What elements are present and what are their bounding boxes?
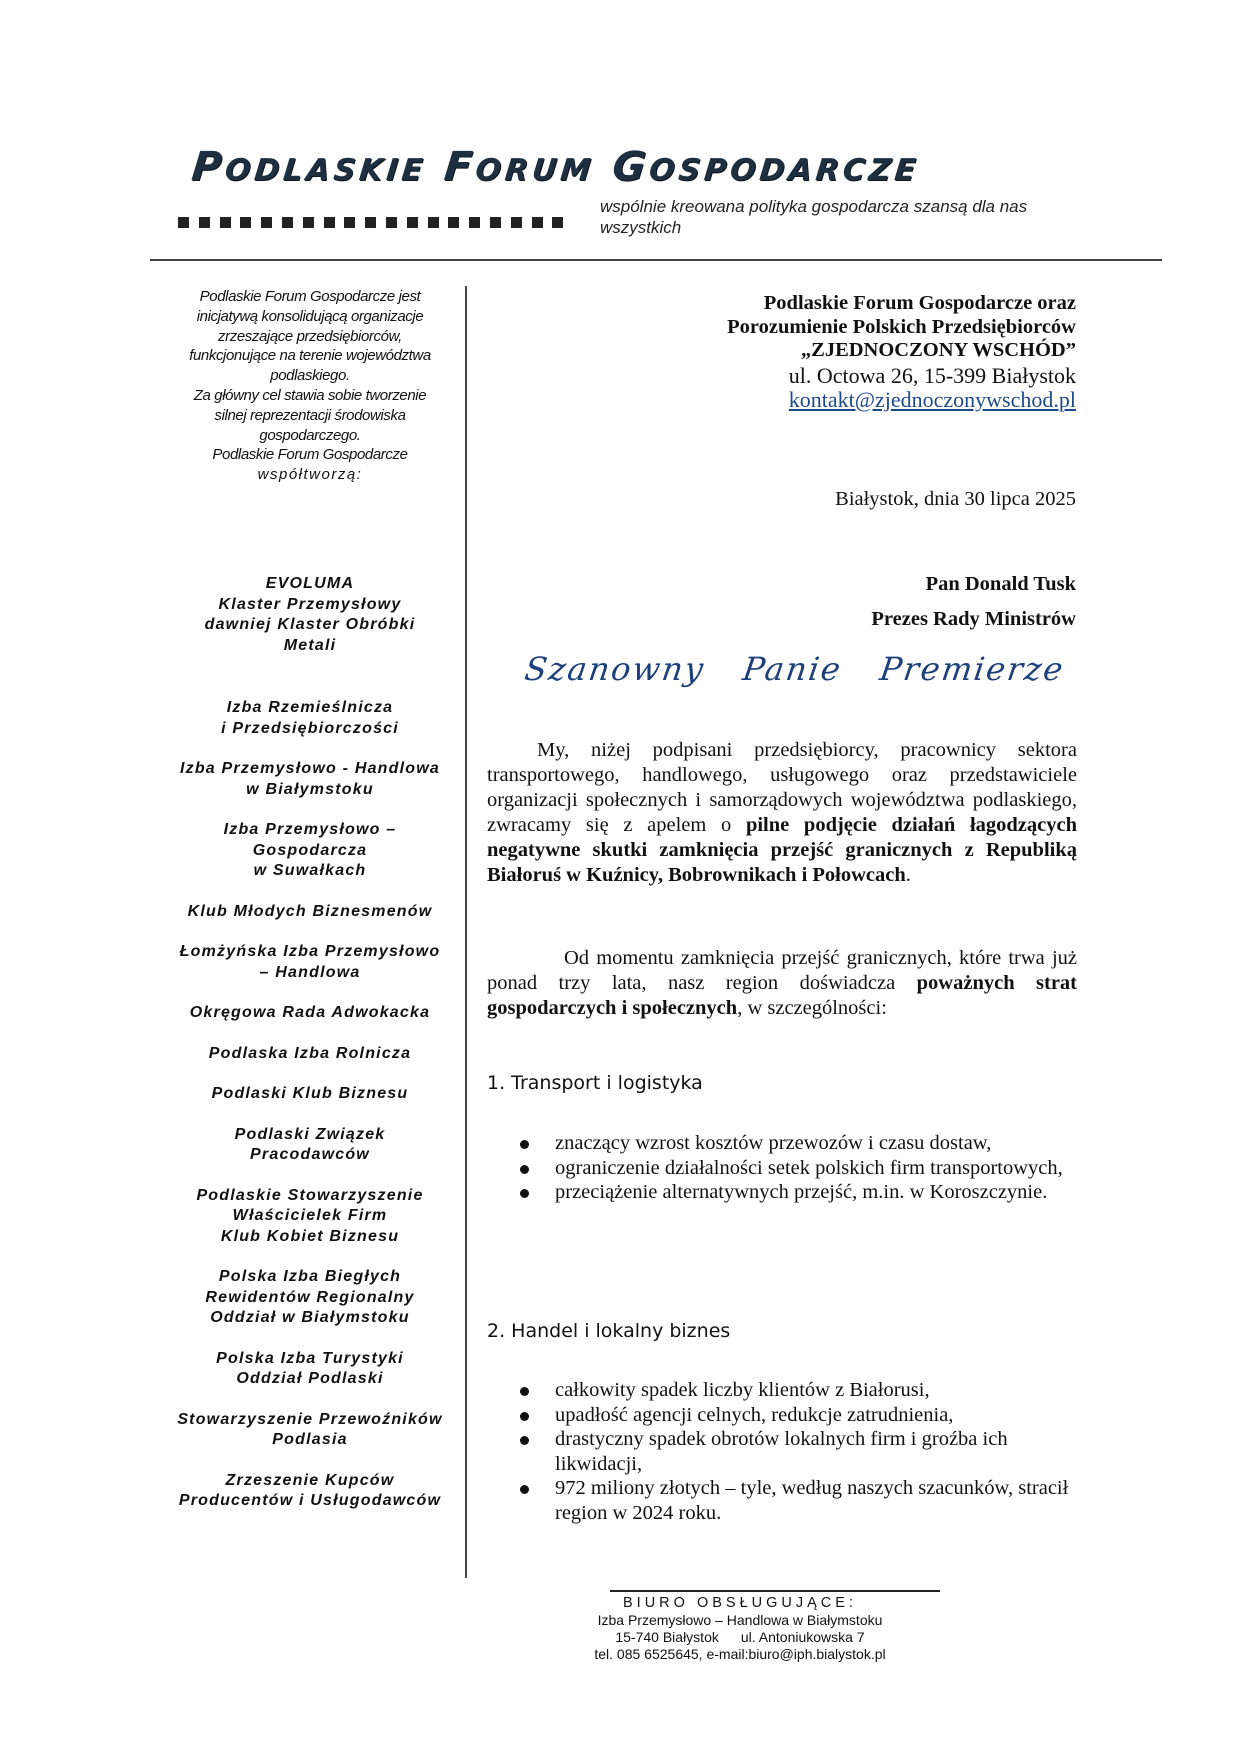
bullet-icon (520, 1189, 529, 1198)
sender-line: Podlaskie Forum Gospodarcze oraz (763, 292, 1076, 314)
member-organization-line: Podlaska Izba Rolnicza (208, 1044, 412, 1062)
title-word: GOSPODARCZE (610, 144, 922, 190)
list-item: 972 miliony złotych – tyle, według naszych szacunków, stracił region w 2024 roku. (520, 1476, 1080, 1525)
member-organization-line: w Białymstoku (246, 780, 374, 798)
member-organization-line: Okręgowa Rada Adwokacka (189, 1004, 431, 1021)
member-organization-line: Oddział Podlaski (236, 1370, 384, 1387)
footer-office-info (520, 1595, 960, 1663)
decorative-square-icon (511, 217, 522, 228)
decorative-square-icon (303, 217, 314, 228)
decorative-square-icon (386, 217, 397, 228)
decorative-square-icon (490, 217, 501, 228)
member-organization (155, 759, 465, 800)
intro-text (160, 287, 460, 465)
member-organization-line: w Suwałkach (253, 862, 367, 879)
decorative-square-icon (428, 217, 439, 228)
office-address: 15-740 Białystok ul. Antoniukowska 7 (615, 1629, 865, 1645)
member-organization (155, 698, 465, 739)
title-word: FORUM (442, 144, 597, 190)
letterhead-title (190, 144, 922, 190)
member-organization-line: Izba Przemysłowo – (223, 821, 397, 838)
sender-email-link[interactable]: kontakt@zjednoczonywschod.pl (788, 386, 1076, 412)
bullet-icon (520, 1140, 529, 1149)
sender-block (600, 292, 1076, 413)
member-organization-line: Metali (283, 636, 337, 654)
member-organization-line: Podlaskie Stowarzyszenie (196, 1186, 424, 1204)
decorative-square-icon (552, 217, 563, 228)
emphasis: pilne podjęcie działań łagodzących negatywne skutki zamknięcia przejść granicznych z Republiką Białoruś w Kuźnicy, Bobrownikach i Połowcach (487, 814, 1078, 886)
member-organization-line: Zrzeszenie Kupców (225, 1471, 395, 1489)
intro-line: silnej reprezentacji środowiska (214, 406, 406, 424)
member-organization-line: Łomżyńska Izba Przemysłowo (179, 943, 441, 960)
section-heading: 2. Handel i lokalny biznes (487, 1320, 731, 1342)
bullet-list (520, 1131, 1080, 1205)
decorative-square-icon (365, 217, 376, 228)
decorative-square-icon (448, 217, 459, 228)
body-paragraph: My, niżej podpisani przedsiębiorcy, pracownicy sektora transportowego, handlowego, usługowego oraz przedstawiciele organizacji społecznych i samorządowych województwa podlaskiego, zwracamy się z apelem o pilne podjęcie działań łagodzących negatywne skutki zamknięcia przejść granicznych z Republiką Białoruś w Kuźnicy, Bobrownikach i Połowcach. (487, 739, 1078, 886)
member-organization-line: Izba Rzemieślnicza (226, 699, 394, 716)
bullet-icon (520, 1412, 529, 1421)
member-organization-line: Podlaski Związek (234, 1125, 386, 1143)
member-organization (155, 1125, 465, 1166)
member-organization (155, 1410, 465, 1451)
decorative-square-icon (199, 217, 210, 228)
recipient-name: Pan Donald Tusk (925, 573, 1076, 595)
member-organization-line: Oddział w Białymstoku (210, 1309, 410, 1326)
list-item: upadłość agencji celnych, redukcje zatrudnienia, (520, 1403, 1080, 1428)
intro-line: Za główny cel stawia sobie tworzenie (193, 386, 427, 404)
member-organization-line: Klub Kobiet Biznesu (220, 1227, 400, 1245)
intro-line: gospodarczego. (259, 426, 361, 444)
decorative-squares (178, 217, 563, 228)
member-organization-line: Stowarzyszenie Przewoźników (177, 1410, 443, 1428)
member-organization (155, 1044, 465, 1065)
decorative-square-icon (261, 217, 272, 228)
list-item: znaczący wzrost kosztów przewozów i czasu dostaw, (520, 1131, 1080, 1156)
bullet-icon (520, 1165, 529, 1174)
sender-address: ul. Octowa 26, 15-399 Białystok (788, 362, 1076, 388)
decorative-square-icon (220, 217, 231, 228)
header-divider (150, 259, 1162, 261)
office-label: BIURO OBSŁUGUJĄCE: (623, 1595, 857, 1611)
intro-line: zrzeszające przedsiębiorców, (218, 327, 402, 345)
member-organization-line: Izba Przemysłowo - Handlowa (179, 760, 440, 777)
member-organization-line: Klub Młodych Biznesmenów (187, 902, 433, 920)
decorative-square-icon (344, 217, 355, 228)
member-organization-line: – Handlowa (259, 963, 361, 981)
decorative-square-icon (324, 217, 335, 228)
member-organization (155, 902, 465, 923)
sender-name: „ZJEDNOCZONY WSCHÓD” (800, 339, 1076, 361)
list-item: ograniczenie działalności setek polskich firm transportowych, (520, 1156, 1080, 1181)
handwritten-salutation: Szanowny Panie Premierze (522, 650, 1068, 688)
emphasis: poważnych strat gospodarczych i społecznych (487, 972, 1077, 1019)
intro-line: Podlaskie Forum Gospodarcze (212, 446, 408, 464)
sender-line: Porozumienie Polskich Przedsiębiorców (727, 315, 1076, 338)
member-organization-line: dawniej Klaster Obróbki (204, 616, 416, 633)
title-word: PODLASKIE (189, 144, 429, 190)
list-item: całkowity spadek liczby klientów z Białorusi, (520, 1378, 1080, 1403)
office-contact: tel. 085 6525645, e-mail:biuro@iph.bialystok.pl (594, 1646, 886, 1662)
member-organization-line: Właścicielek Firm (232, 1207, 388, 1224)
member-organizations-list (155, 574, 465, 1512)
list-item: drastyczny spadek obrotów lokalnych firm i groźba ich likwidacji, (520, 1427, 1080, 1476)
member-organization-line: Rewidentów Regionalny (205, 1288, 415, 1306)
decorative-square-icon (469, 217, 480, 228)
recipient-title: Prezes Rady Ministrów (871, 608, 1076, 630)
member-organization-line: Pracodawców (250, 1146, 370, 1163)
letterhead-tagline: wspólnie kreowana polityka gospodarcza szansą dla nas wszystkich (600, 197, 1028, 237)
member-organization (155, 1003, 465, 1024)
office-organization: Izba Przemysłowo – Handlowa w Białymstoku (597, 1612, 883, 1628)
member-organization (155, 942, 465, 983)
member-organization-line: i Przedsiębiorczości (221, 719, 399, 737)
section-heading: 1. Transport i logistyka (487, 1072, 703, 1094)
intro-closing: współtworzą: (257, 466, 363, 484)
decorative-square-icon (532, 217, 543, 228)
member-organization (155, 1471, 465, 1512)
member-organization-line: Polska Izba Turystyki (216, 1349, 404, 1367)
intro-line: Podlaskie Forum Gospodarcze jest (199, 288, 421, 305)
member-organization (155, 1267, 465, 1329)
decorative-square-icon (178, 217, 189, 228)
member-organization (155, 1084, 465, 1105)
decorative-square-icon (407, 217, 418, 228)
decorative-square-icon (240, 217, 251, 228)
sidebar-intro (160, 287, 460, 485)
member-organization (155, 1186, 465, 1248)
intro-line: inicjatywą konsolidującą organizacje (196, 307, 424, 325)
intro-line: funkcjonujące na terenie województwa (189, 347, 431, 365)
member-organization-line: Podlaski Klub Biznesu (211, 1085, 409, 1102)
member-organization (155, 574, 465, 656)
member-organization-line: Klaster Przemysłowy (218, 595, 402, 613)
letter-date: Białystok, dnia 30 lipca 2025 (835, 488, 1076, 510)
member-organization (155, 820, 465, 882)
decorative-square-icon (282, 217, 293, 228)
bullet-icon (520, 1387, 529, 1396)
intro-line: podlaskiego. (270, 367, 350, 385)
recipient-block (600, 567, 1076, 637)
bullet-icon (520, 1436, 529, 1445)
bullet-icon (520, 1485, 529, 1494)
member-organization-line: Gospodarcza (252, 841, 368, 859)
footer-divider (610, 1590, 940, 1592)
member-organization-line: Polska Izba Biegłych (218, 1268, 402, 1285)
list-item: przeciążenie alternatywnych przejść, m.in. w Koroszczynie. (520, 1180, 1080, 1205)
bullet-list (520, 1378, 1080, 1525)
member-organization (155, 1349, 465, 1390)
body-paragraph: Od momentu zamknięcia przejść granicznych, które trwa już ponad trzy lata, nasz region doświadcza poważnych strat gospodarczych i społecznych, w szczególności: (487, 947, 1077, 1019)
member-organization-line: Producentów i Usługodawców (178, 1492, 442, 1509)
member-organization-line: Podlasia (272, 1431, 348, 1448)
member-organization-line: EVOLUMA (265, 575, 355, 592)
column-divider (465, 286, 467, 1578)
